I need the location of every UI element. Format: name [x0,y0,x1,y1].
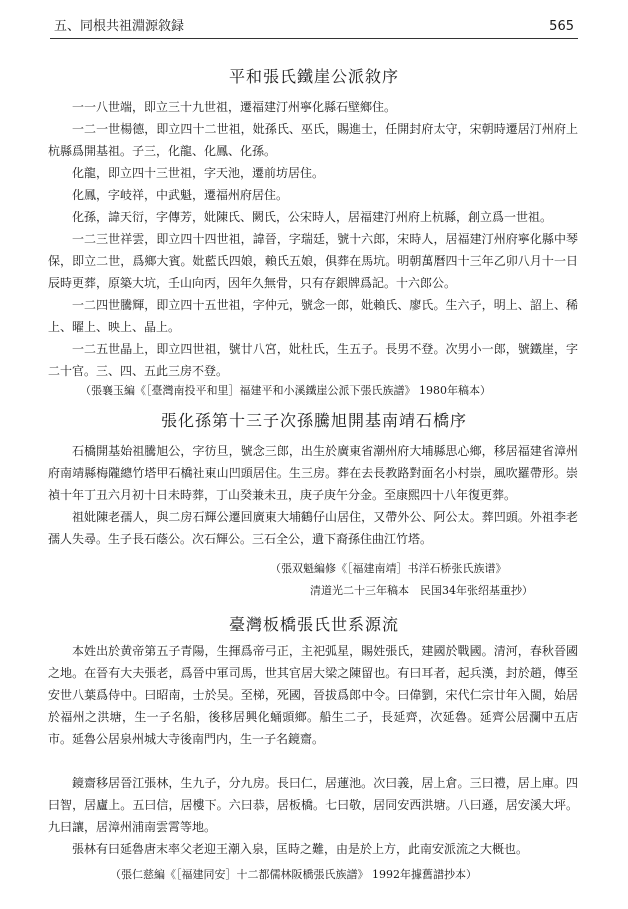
section-title-pinghe: 平和張氏鐵崖公派敘序 [228,67,399,86]
paragraph: 石橋開基始祖騰旭公，字彷旦，號念三郎，出生於廣東省潮州府大埔縣思心鄉，移居福建省漳州府南靖縣梅隴總竹塔甲石橋社東山凹頭居住。生三房。葬在去長教路對面名小村崇，風吹羅帶形。崇禎十年丁丑六月初十日未時葬，丁山癸兼未丑，庚子庚午分金。至康熙四十八年復更葬。 [48,444,578,502]
page-number: 565 [549,19,574,34]
chapter-title: 五、同根共祖淵源敘録 [54,19,185,34]
source-citation: 清道光二十三年稿本 民国34年张绍基重抄） [310,584,533,597]
running-header [50,16,578,39]
paragraph: 祖妣陳老孺人，與二房石輝公遷回廣東大埔鶴仔山居住，又帶外公、阿公太。葬凹頭。外祖李老孺人失尋。生子長石蔭公。次石輝公。三石全公，遺下裔孫住曲江竹塔。 [48,510,578,546]
paragraph: 本姓出於黄帝第五子青陽，生揮爲帝弓正，主祀弧星，賜姓張氏，建國於戰國。清河，春秋晉國之地。在晉有大夫張老，爲晉中軍司馬，世其官居大梁之陳留也。有曰耳者，起兵漢，封於趙，傳至安世八葉爲侍中。曰昭南，士於吴。至梯，死國，晉拔爲郎中令。曰偉劉，宋代仁宗廿年入閩，始居於福州之洪塘，生一子名船，後移居興化蛹頭鄉。船生二子，長延齊，次延魯。延齊公居瀾中五店市。延魯公居泉州城大寺後南門内，生一子名鏡齋。 [48,644,578,746]
paragraph: 一一八世端，即立三十九世祖，遷福建汀州寧化縣石壁鄉住。 [72,100,397,114]
paragraph: 一二三世祥雲，即立四十四世祖，諱晉，字瑞廷，號十六郎，宋時人，居福建汀州府寧化縣中琴保，即立二世，爲鄉大賓。妣藍氏四娘，賴氏五娘，俱葬在馬坑。明朝萬曆四十三年乙卯八月十一日辰時更葬，原築大坑，壬山向丙，因年久無骨，只有存銀牌爲記。十六郎公。 [48,232,578,290]
paragraph: 張林有曰延魯唐末率父老迎王潮入泉，匡時之難，由是於上方，此南安派流之大概也。 [72,842,529,856]
source-citation: （張襄玉編《［臺灣南投平和里］福建平和小溪鐵崖公派下張氏族譜》 1980年稿本） [80,384,491,397]
paragraph: 一二五世晶上，即立四世祖，號廿八宮，妣杜氏，生五子。長男不登。次男小一郎，號鐵崖，字二十官。三、四、五此三房不登。 [48,342,578,378]
section-title-banqiao: 臺灣板橋張氏世系源流 [228,615,399,634]
paragraph: 一二四世騰輝，即立四十五世祖，字仲元，號念一郎，妣賴氏、廖氏。生六子，明上、詔上、稀上、曜上、映上、晶上。 [48,298,578,334]
paragraph: 一二一世楊德，即立四十二世祖，妣孫氏、巫氏，賜進士，任開封府太守，宋朝時遷居汀州府上杭縣爲開基祖。子三，化龍、化鳳、化孫。 [48,122,578,158]
paragraph: 化鳳，字岐祥，中武魁，遷福州府居住。 [72,188,289,202]
source-citation: （張双魁編修《［福建南靖］书洋石桥张氏族谱》 [270,562,507,575]
section-title-shiqiao: 張化孫第十三子次孫騰旭開基南靖石橋序 [160,411,467,430]
source-citation: （張仁慈編《［福建同安］十二都儒林阪橋張氏族譜》 1992年據舊譜抄本） [110,868,477,881]
paragraph: 鏡齋移居晉江張林，生九子，分九房。長曰仁，居蓮池。次曰義，居上倉。三曰禮，居上庫。四曰智，居廬上。五曰信，居樓下。六曰恭，居板橋。七曰敬，居同安西洪塘。八曰遜，居安溪大坪。九曰讓，居漳州浦南雲霄等地。 [48,776,578,834]
paragraph: 化孫，諱天衍，字傳芳，妣陳氏、闕氏，公宋時人，居福建汀州府上杭縣，創立爲一世祖。 [72,210,553,224]
paragraph: 化龍，即立四十三世祖，字天池，遷前坊居住。 [72,166,325,180]
